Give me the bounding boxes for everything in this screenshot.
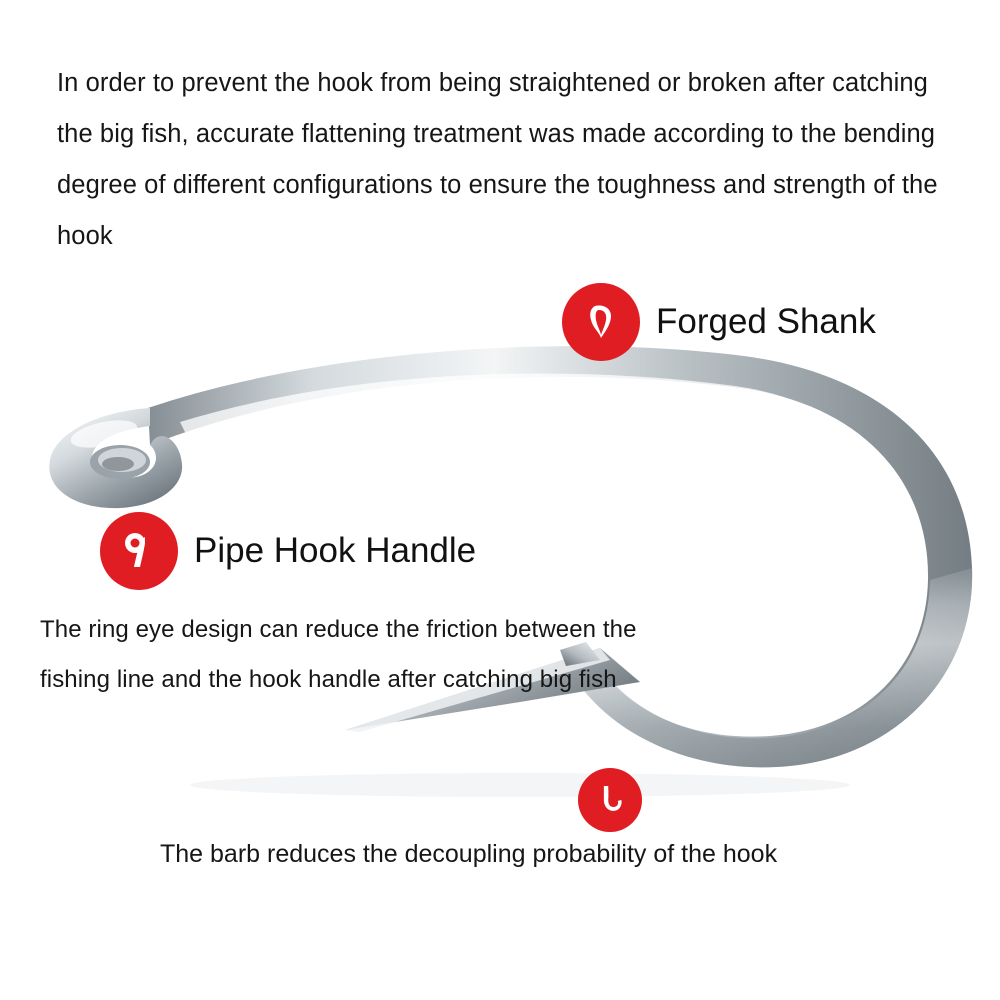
ring-eye-icon bbox=[100, 512, 178, 590]
callout-forged-shank-label: Forged Shank bbox=[656, 302, 876, 341]
intro-paragraph: In order to prevent the hook from being straightened or broken after catching the big fish, accurate flattening treatment was made according to the bending degree of different configurations to ensure the toughness and strength of the hook bbox=[57, 69, 938, 250]
callout-barb bbox=[578, 768, 658, 832]
eye-description-paragraph: The ring eye design can reduce the friction between the fishing line and the hook handle after catching big fish bbox=[40, 616, 637, 693]
forged-shank-icon bbox=[562, 283, 640, 361]
callout-pipe-hook-handle bbox=[100, 512, 476, 590]
barb-icon bbox=[578, 768, 642, 832]
callout-forged-shank bbox=[562, 283, 876, 361]
callout-pipe-hook-handle-label: Pipe Hook Handle bbox=[194, 531, 477, 570]
barb-caption: The barb reduces the decoupling probability of the hook bbox=[160, 840, 778, 868]
